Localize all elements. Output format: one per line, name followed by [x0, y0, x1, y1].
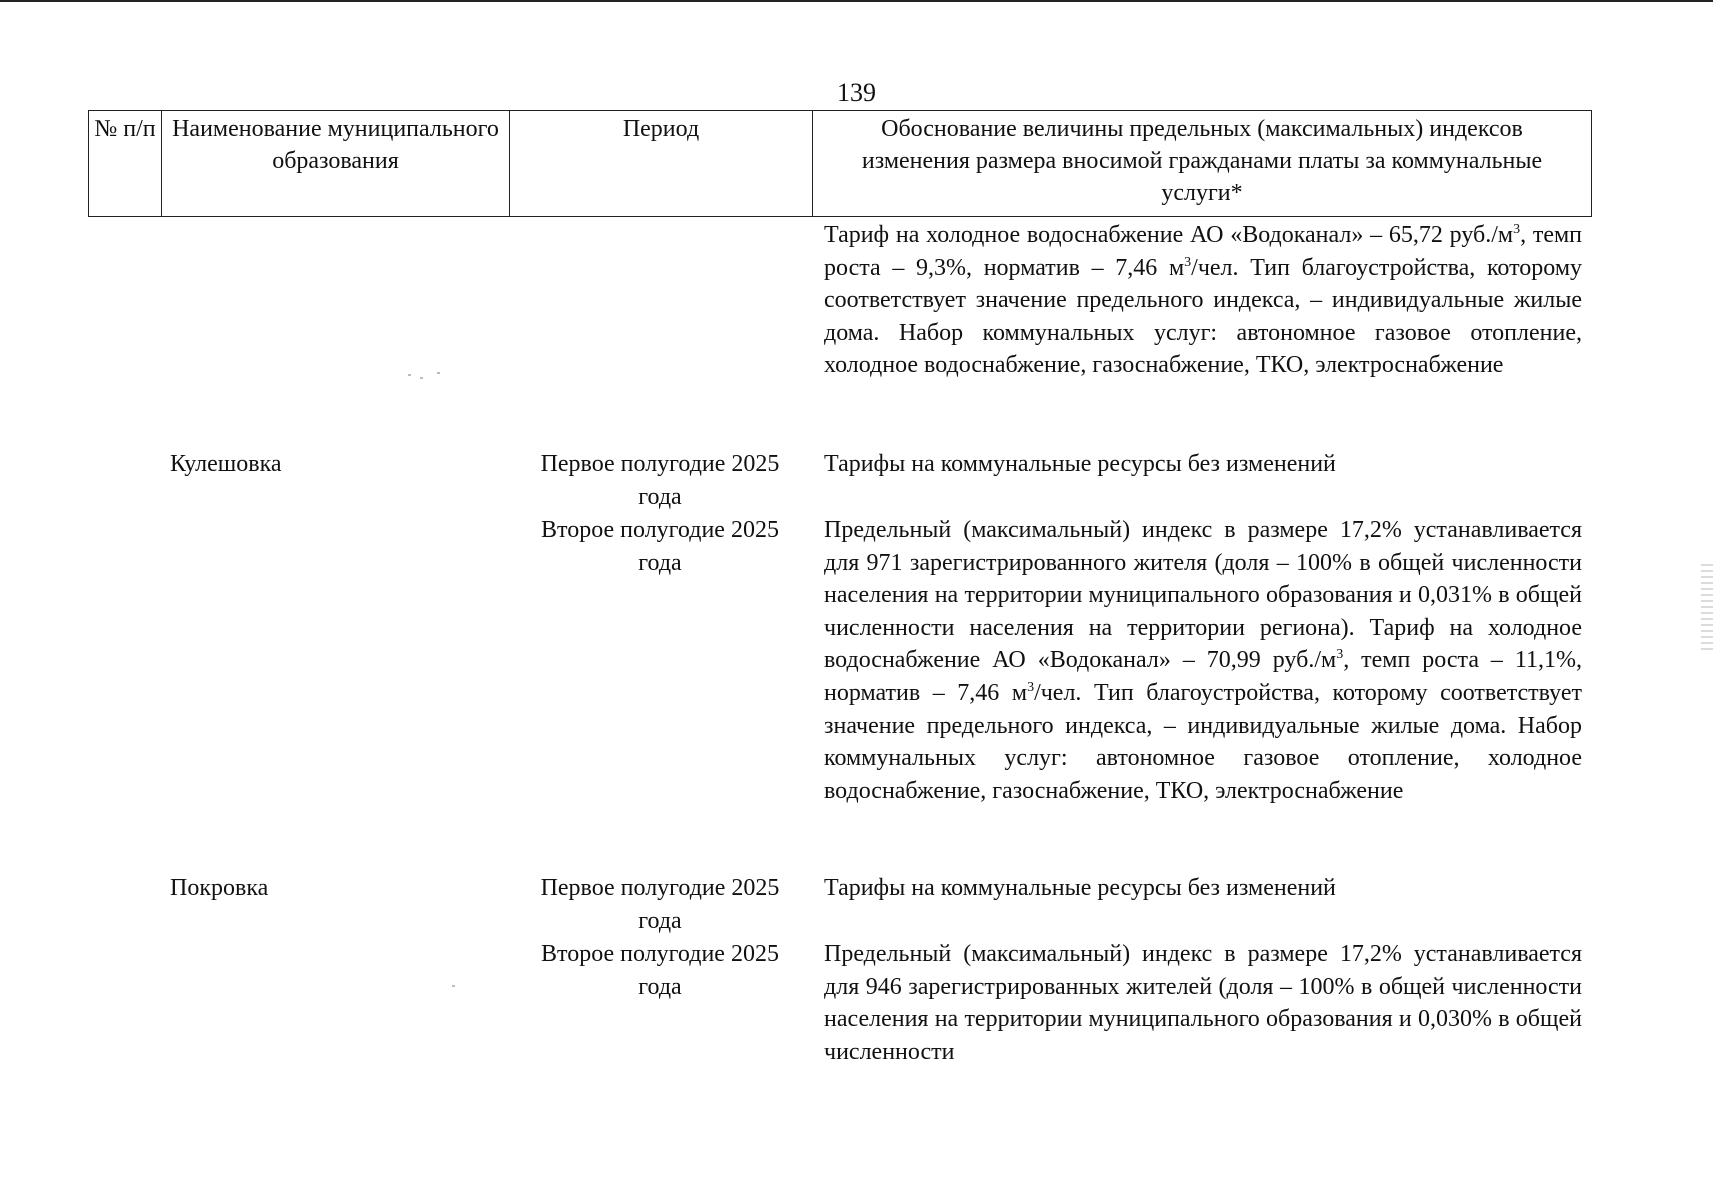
top-rule	[0, 0, 1713, 2]
kuleshovka-description-first: Тарифы на коммунальные ресурсы без изменений	[824, 451, 1336, 477]
header-period: Период	[509, 111, 812, 216]
municipality-pokrovka: Покровка	[170, 875, 269, 901]
kuleshovka-period-second: Второе полугодие 2025 года	[541, 517, 779, 576]
page-number: 139	[837, 78, 876, 107]
pokrovka-description-first: Тарифы на коммунальные ресурсы без изменений	[824, 875, 1336, 901]
continuation-description: Тариф на холодное водоснабжение АО «Водоканал» – 65,72 $руб./м^3$, темп роста – 9,3%, норматив – 7,46 $м^3$/чел. Тип благоустройства, которому соответствует значение предельного индекса, – индивидуальные жилые дома. Набор коммунальных услуг: автономное газовое отопление, холодное водоснабжение, газоснабжение, ТКО, электроснабжение	[824, 222, 1583, 379]
header-num: № п/п	[94, 116, 156, 142]
header-justification: Обоснование величины предельных (максимальных) индексов изменения размера вносимой гражданами платы за коммунальные услуги*	[812, 111, 1591, 216]
header-municipality: Наименование муниципального образования	[161, 111, 509, 216]
kuleshovka-description-second: Предельный (максимальный) индекс в размере 17,2% устанавливается для 971 зарегистрированного жителя (доля – 100% в общей численности населения на территории муниципального образования и 0,031% в общей численности населения на территории региона). Тариф на холодное водоснабжение АО «Водоканал» – 70,99 $руб./м^3$, темп роста – 11,1%, норматив – 7,46 $м^3$/чел. Тип благоустройства, которому соответствует значение предельного индекса, – индивидуальные жилые дома. Набор коммунальных услуг: автономное газовое отопление, холодное водоснабжение, газоснабжение, ТКО, электроснабжение	[824, 517, 1583, 804]
municipality-kuleshovka: Кулешовка	[170, 451, 282, 477]
pokrovka-description-second: Предельный (максимальный) индекс в размере 17,2% устанавливается для 946 зарегистрированных жителей (доля – 100% в общей численности населения на территории муниципального образования и 0,030% в общей численности	[824, 941, 1582, 1065]
scan-speck	[420, 377, 423, 379]
pokrovka-period-first: Первое полугодие 2025 года	[540, 875, 780, 934]
pokrovka-period-second: Второе полугодие 2025 года	[541, 941, 779, 1000]
kuleshovka-period-first: Первое полугодие 2025 года	[540, 451, 780, 510]
scan-edge-marks	[1701, 560, 1713, 650]
scan-speck	[408, 374, 411, 376]
table-header	[88, 110, 1592, 217]
scan-speck	[452, 985, 455, 987]
scan-speck	[437, 372, 440, 374]
